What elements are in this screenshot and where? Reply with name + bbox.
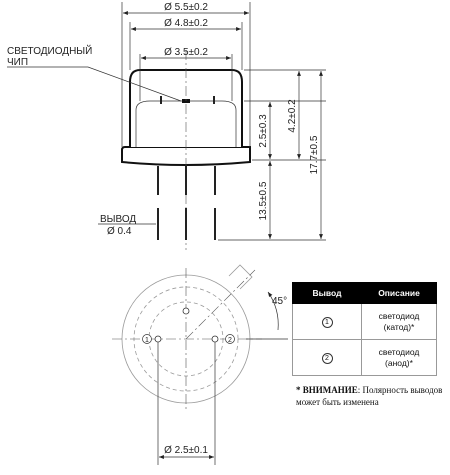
pin-hole-3 xyxy=(183,308,189,314)
dim-cap-height: 4.2±0.2 xyxy=(287,99,298,133)
pin-hole-2 xyxy=(212,336,218,342)
dim-outer-diameter: Ø 5.5±0.2 xyxy=(164,2,208,13)
bottom-view xyxy=(112,265,288,465)
pin-1-desc-line2: (катод)* xyxy=(383,321,415,332)
pin-1-desc-line1: светодиод xyxy=(378,310,420,321)
table-header-pin: Вывод xyxy=(293,283,362,304)
table-row xyxy=(293,340,437,376)
dim-tab-angle: 45° xyxy=(272,296,288,307)
note-text: : Полярность выводов может быть изменена xyxy=(296,385,443,407)
dim-body-diameter: Ø 4.8±0.2 xyxy=(164,18,208,29)
chip-label-line1: СВЕТОДИОДНЫЙ xyxy=(7,46,93,57)
pin-2-desc-line1: светодиод xyxy=(378,346,420,357)
note-emphasis: ВНИМАНИЕ xyxy=(302,385,358,395)
orientation-tab xyxy=(229,265,252,289)
note-star: * xyxy=(296,385,301,395)
dim-lead-length: 13.5±0.5 xyxy=(258,181,269,221)
pin-number-1: 1 xyxy=(322,317,333,328)
pin-description-table xyxy=(292,282,437,376)
dim-body-height: 2.5±0.3 xyxy=(258,114,269,148)
chip-label-line2: ЧИП xyxy=(7,57,29,68)
side-view xyxy=(7,2,326,250)
pin-hole-1 xyxy=(155,336,161,342)
pin-marker-1-text: 1 xyxy=(145,337,149,344)
pin-marker-2-text: 2 xyxy=(228,337,232,344)
table-header-row xyxy=(293,283,437,304)
polarity-note xyxy=(296,384,446,408)
table-header-description: Описание xyxy=(362,283,437,304)
pin-number-2: 2 xyxy=(322,353,333,364)
lead-label-line1: ВЫВОД xyxy=(100,214,137,225)
lead-label-line2: Ø 0.4 xyxy=(107,226,132,237)
pin-2-desc-line2: (анод)* xyxy=(385,357,413,368)
tab-angle-line xyxy=(186,270,255,339)
dim-total-length: 17.7±0.5 xyxy=(309,135,320,175)
dim-pin-spacing: Ø 2.5±0.1 xyxy=(164,445,208,456)
dim-cap-diameter: Ø 3.5±0.2 xyxy=(164,47,208,58)
table-row xyxy=(293,304,437,340)
